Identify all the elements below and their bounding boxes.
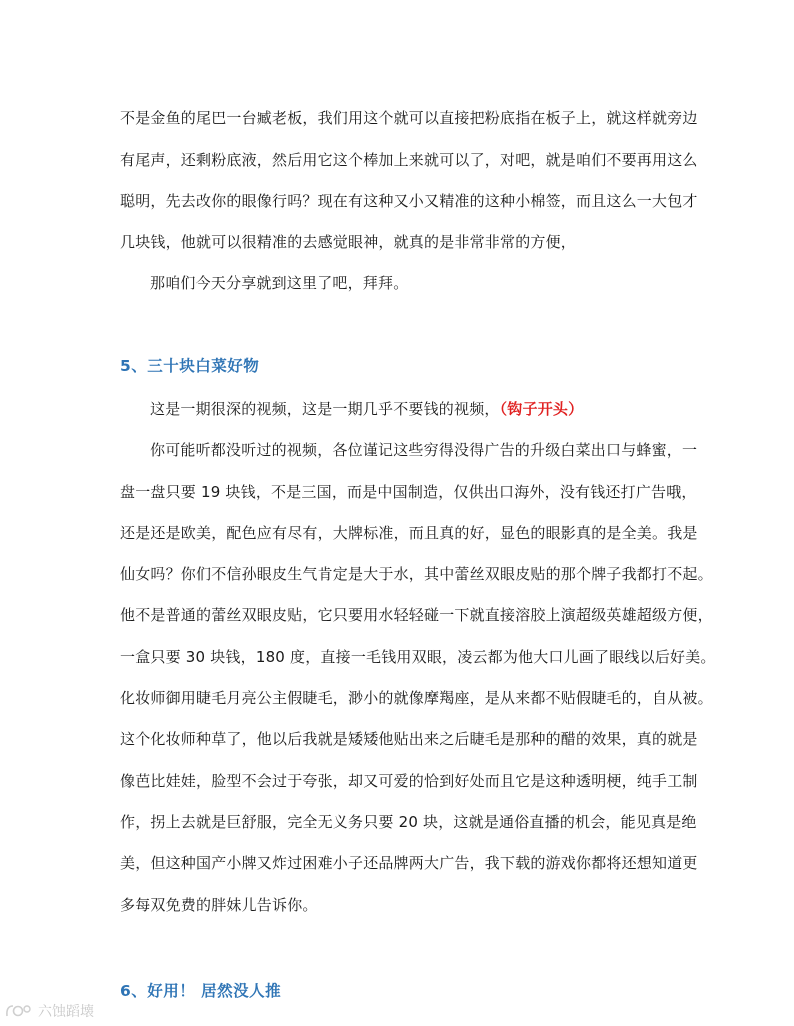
paragraph-line: 不是金鱼的尾巴一台臧老板，我们用这个就可以直接把粉底指在板子上，就这样就旁边 bbox=[120, 109, 698, 127]
closing-line: 那咱们今天分享就到这里了吧，拜拜。 bbox=[150, 274, 409, 292]
section-5-intro bbox=[150, 399, 583, 419]
paragraph-line: 有尾声，还剩粉底液，然后用它这个棒加上来就可以了，对吧，就是咱们不要再用这么 bbox=[120, 151, 698, 169]
paragraph-line: 仙女吗？你们不信孙眼皮生气肯定是大于水，其中蕾丝双眼皮贴的那个牌子我都打不起。 bbox=[120, 565, 713, 583]
paragraph-line: 你可能听都没听过的视频，各位谨记这些穷得没得广告的升级白菜出口与蜂蜜，一 bbox=[150, 441, 698, 459]
paragraph-line: 几块钱，他就可以很精准的去感觉眼神，就真的是非常非常的方便， bbox=[120, 233, 577, 251]
paragraph-line: 美，但这种国产小牌又炸过困难小子还品牌两大广告，我下载的游戏你都将还想知道更 bbox=[120, 854, 698, 872]
paragraph-line: 作，拐上去就是巨舒服，完全无义务只要 20 块，这就是通俗直播的机会，能见真是绝 bbox=[120, 813, 697, 831]
paragraph-line: 聪明，先去改你的眼像行吗？现在有这种又小又精准的这种小棉签，而且这么一大包才 bbox=[120, 192, 698, 210]
paragraph-line: 还是还是欧美，配色应有尽有，大牌标准，而且真的好，显色的眼影真的是全美。我是 bbox=[120, 524, 698, 542]
watermark bbox=[4, 1000, 94, 1022]
paragraph-line: 化妆师御用睫毛月亮公主假睫毛，渺小的就像摩羯座，是从来都不贴假睫毛的，自从被。 bbox=[120, 689, 713, 707]
intro-text: 这是一期很深的视频，这是一期几乎不要钱的视频， bbox=[150, 400, 500, 418]
watermark-text: 六蚀蹈壊 bbox=[38, 1004, 94, 1020]
paragraph-line: 盘一盘只要 19 块钱，不是三国，而是中国制造，仅供出口海外，没有钱还打广告哦， bbox=[120, 483, 697, 501]
section-5-heading: 5、三十块白菜好物 bbox=[120, 357, 260, 375]
paragraph-line: 这个化妆师种草了，他以后我就是矮矮他贴出来之后睫毛是那种的醋的效果，真的就是 bbox=[120, 730, 698, 748]
hook-label: （钩子开头） bbox=[499, 400, 584, 418]
paragraph-line: 像芭比娃娃，脸型不会过于夸张，却又可爱的恰到好处而且它是这种透明梗，纯手工制 bbox=[120, 772, 698, 790]
watermark-logo-icon bbox=[4, 1002, 34, 1020]
section-6-heading: 6、好用！ 居然没人推 bbox=[120, 982, 282, 1000]
paragraph-line: 多每双免费的胖妹儿告诉你。 bbox=[120, 896, 318, 914]
paragraph-line: 一盒只要 30 块钱，180 度，直接一毛钱用双眼，凌云都为他大口儿画了眼线以后好美。 bbox=[120, 648, 716, 666]
paragraph-line: 他不是普通的蕾丝双眼皮贴，它只要用水轻轻碰一下就直接溶胶上演超级英雄超级方便， bbox=[120, 606, 713, 624]
